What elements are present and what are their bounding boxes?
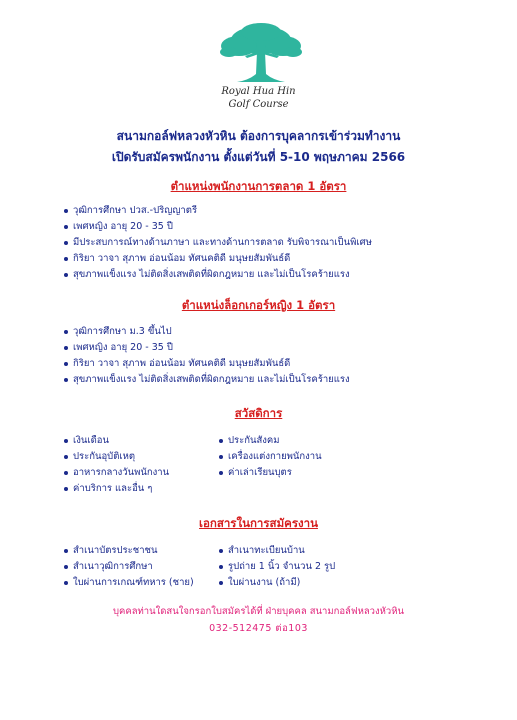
tree-logo-icon [219,22,303,84]
locker-position-title-text: ตำแหน่งล็อกเกอร์หญิง 1 อัตรา [181,298,336,312]
documents-list-left [64,543,194,591]
logo-text-line2: Golf Course [228,99,289,110]
contact-text: บุคคลท่านใดสนใจกรอกใบสมัครได้ที่ ฝ่ายบุคคล สนามกอล์ฟหลวงหัวหิน [112,606,405,617]
headline-line2: เปิดรับสมัครพนักงาน ตั้งแต่วันที่ 5-10 พฤษภาคม 2566 [111,150,406,164]
list-item: สุขภาพแข็งแรง ไม่ติดสิ่งเสพติดที่ผิดกฎหมาย และไม่เป็นโรคร้ายแรง [64,372,350,388]
locker-requirements-list [64,324,350,388]
locker-position-title [0,297,517,313]
list-item: เครื่องแต่งกายพนักงาน [219,449,322,465]
list-item: วุฒิการศึกษา ม.3 ขึ้นไป [64,324,350,340]
logo-text-line1: Royal Hua Hin [221,86,296,97]
documents-title [0,515,517,531]
list-item: สำเนาบัตรประชาชน [64,543,194,559]
documents-title-text: เอกสารในการสมัครงาน [199,516,318,530]
list-item: มีประสบการณ์ทางด้านภาษา และทางด้านการตลาด รับพิจารณาเป็นพิเศษ [64,235,372,251]
list-item: ประกันสังคม [219,433,322,449]
list-item: กิริยา วาจา สุภาพ อ่อนน้อม ทัศนคติดี มนุษยสัมพันธ์ดี [64,251,372,267]
list-item: กิริยา วาจา สุภาพ อ่อนน้อม ทัศนคติดี มนุษยสัมพันธ์ดี [64,356,350,372]
marketing-position-title-text: ตำแหน่งพนักงานการตลาด 1 อัตรา [170,179,347,193]
list-item: เงินเดือน [64,433,169,449]
welfare-list-left [64,433,169,497]
list-item: สำเนาวุฒิการศึกษา [64,559,194,575]
list-item: ใบผ่านการเกณฑ์ทหาร (ชาย) [64,575,194,591]
documents-list-right [219,543,335,591]
list-item: อาหารกลางวันพนักงาน [64,465,169,481]
list-item: เพศหญิง อายุ 20 - 35 ปี [64,340,350,356]
list-item: รูปถ่าย 1 นิ้ว จำนวน 2 รูป [219,559,335,575]
list-item: เพศหญิง อายุ 20 - 35 ปี [64,219,372,235]
contact-phone: 032-512475 ต่อ103 [209,623,308,634]
list-item: ค่าเล่าเรียนบุตร [219,465,322,481]
list-item: ประกันอุบัติเหตุ [64,449,169,465]
list-item: วุฒิการศึกษา ปวส.-ปริญญาตรี [64,203,372,219]
list-item: สำเนาทะเบียนบ้าน [219,543,335,559]
welfare-title-text: สวัสดิการ [234,406,283,420]
list-item: ค่าบริการ และอื่น ๆ [64,481,169,497]
marketing-position-title [0,178,517,194]
welfare-list-right [219,433,322,481]
headline-line1: สนามกอล์ฟหลวงหัวหิน ต้องการบุคลากรเข้าร่วมทำงาน [116,129,401,143]
marketing-requirements-list [64,203,372,283]
list-item: ใบผ่านงาน (ถ้ามี) [219,575,335,591]
welfare-title [0,405,517,421]
list-item: สุขภาพแข็งแรง ไม่ติดสิ่งเสพติดที่ผิดกฎหมาย และไม่เป็นโรคร้ายแรง [64,267,372,283]
